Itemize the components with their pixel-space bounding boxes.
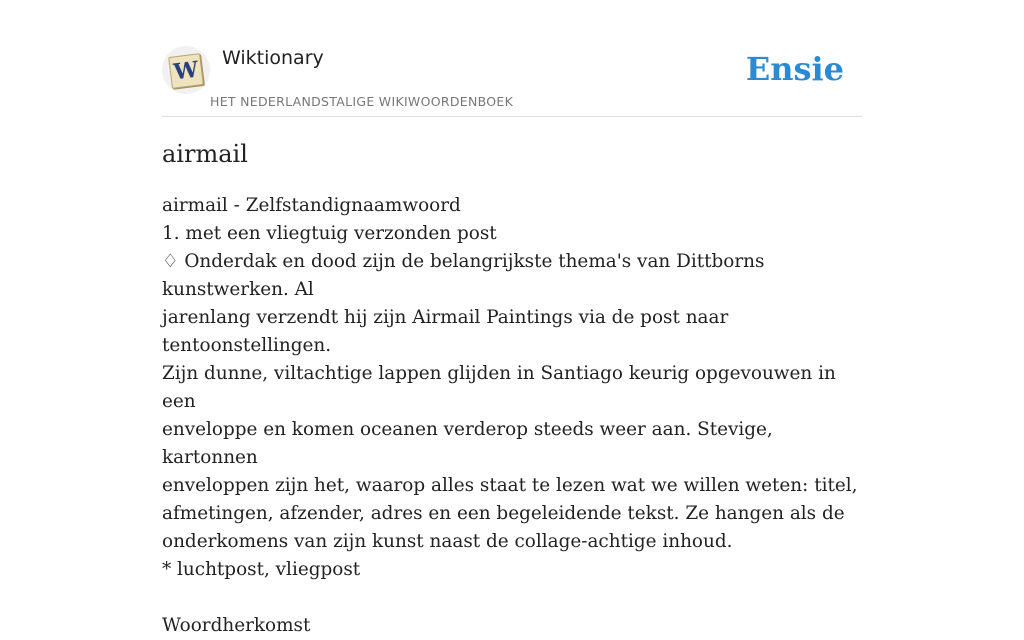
example-line: jarenlang verzendt hij zijn Airmail Paintings via de post naar tentoonstellingen. [162, 307, 729, 356]
spacer [162, 584, 862, 612]
example-line: ♢ Onderdak en dood zijn de belangrijkste thema's van Dittborns kunstwerken. Al [162, 251, 765, 300]
site-name[interactable]: Wiktionary [222, 47, 324, 69]
site-tagline: HET NEDERLANDSTALIGE WIKIWOORDENBOEK [210, 94, 514, 109]
site-header [162, 44, 862, 117]
example-line: enveloppe en komen oceanen verderop steeds weer aan. Stevige, kartonnen [162, 419, 773, 468]
definition: 1. met een vliegtuig verzonden post [162, 223, 497, 244]
section-heading-etymology: Woordherkomst [162, 615, 311, 636]
logo-letter: W [168, 53, 204, 89]
wiktionary-logo-icon[interactable] [162, 46, 210, 94]
page-title: airmail [162, 140, 248, 168]
example-line: onderkomens van zijn kunst naast de collage-achtige inhoud. [162, 531, 733, 552]
example-line: Zijn dunne, viltachtige lappen glijden in Santiago keurig opgevouwen in een [162, 363, 836, 412]
synonyms: * luchtpost, vliegpost [162, 559, 361, 580]
example-line: enveloppen zijn het, waarop alles staat te lezen wat we willen weten: titel, [162, 475, 858, 496]
part-of-speech: airmail - Zelfstandignaamwoord [162, 195, 461, 216]
example-line: afmetingen, afzender, adres en een begeleidende tekst. Ze hangen als de [162, 503, 845, 524]
ensie-brand-logo[interactable]: Ensie [745, 50, 844, 88]
entry-content [162, 192, 862, 640]
